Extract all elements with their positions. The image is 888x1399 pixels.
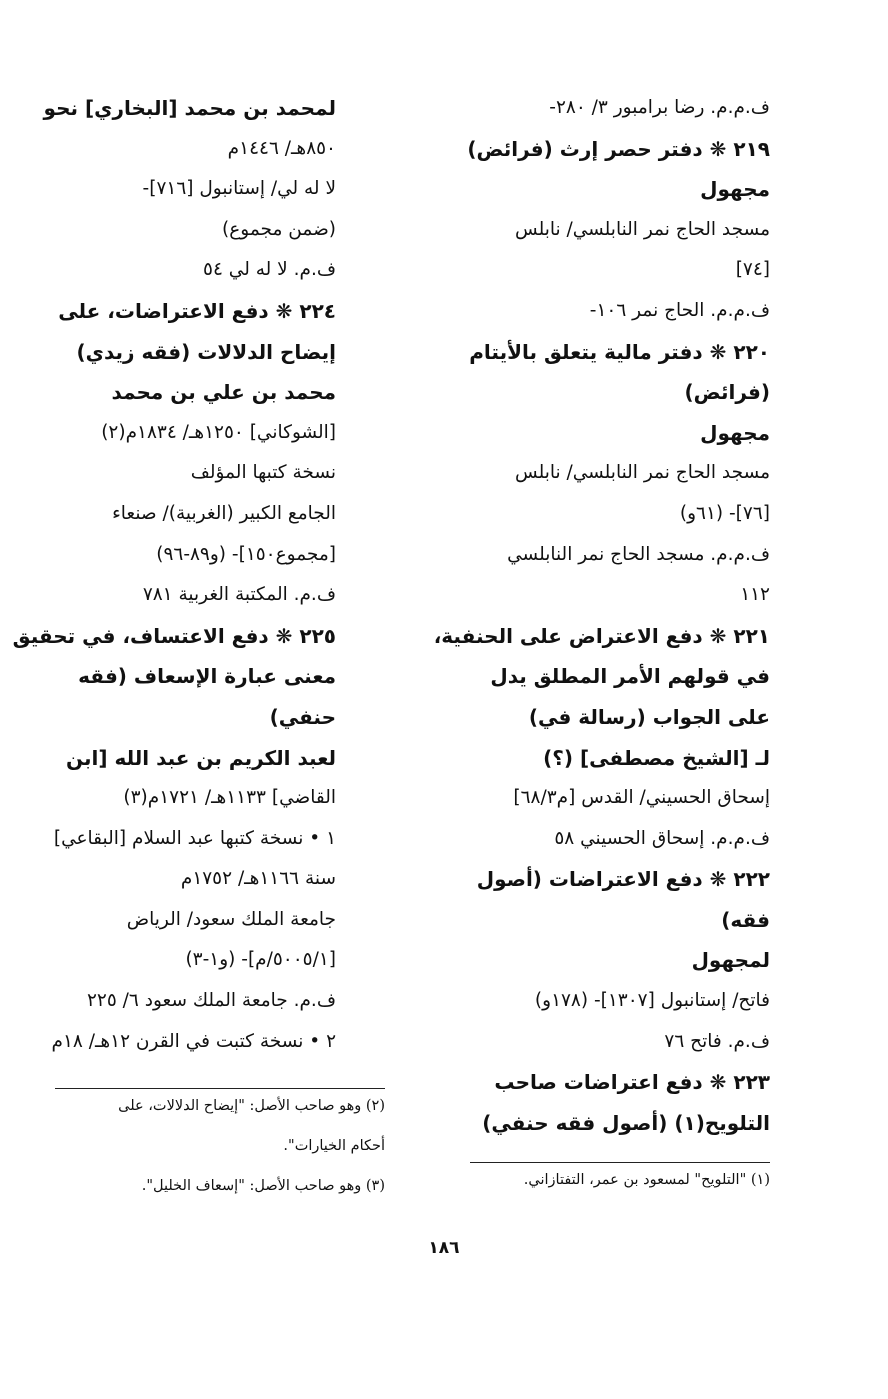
text-line: [٧٤] [735, 259, 770, 281]
text-line: حنفي) [269, 704, 336, 729]
text-line: لمحمد بن محمد [البخاري] نحو [43, 96, 336, 120]
text-line: ف.م. فاتح ٧٦ [664, 1030, 770, 1052]
footnote-rule-right [470, 1162, 770, 1163]
text-line: معنى عبارة الإسعاف (فقه [78, 664, 336, 689]
text-line: مجهول [700, 420, 770, 445]
text-line: ف.م. لا له لي ٥٤ [203, 259, 336, 281]
text-line: ف.م. جامعة الملك سعود ٦/ ٢٢٥ [86, 990, 336, 1012]
text-line: جامعة الملك سعود/ الرياض [126, 908, 336, 930]
text-line: لا له لي/ إستانبول [٧١٦]- [142, 178, 336, 200]
text-line: القاضي] ١١٣٣هـ/ ١٧٢١م(٣) [123, 787, 336, 809]
footnote-line: (٣) وهو صاحب الأصل: "إسعاف الخليل". [141, 1178, 385, 1194]
right-column [433, 88, 770, 1143]
text-line: مجهول [700, 177, 770, 202]
text-line: [٥٠٠٥/١/م]- (و١-٣) [185, 949, 336, 971]
text-line: سنة ١١٦٦هـ/ ١٧٥٢م [180, 868, 336, 890]
footnote-line: (٢) وهو صاحب الأصل: "إيضاح الدلالات، على [118, 1098, 385, 1114]
text-line: مسجد الحاج نمر النابلسي/ نابلس [514, 462, 770, 484]
footnote-line: (١) "التلويح" لمسعود بن عمر، التفتازاني. [523, 1172, 770, 1188]
text-line: ف.م.م. رضا برامبور ٣/ ٢٨٠- [549, 97, 770, 118]
text-line: ٢٢٢ ❋ دفع الاعتراضات (أصول [476, 867, 770, 892]
text-line: ٢٢٣ ❋ دفع اعتراضات صاحب [494, 1070, 770, 1095]
text-line: ١ • نسخة كتبها عبد السلام [البقاعي] [53, 827, 336, 849]
text-line: إيضاح الدلالات (فقه زيدي) [76, 339, 336, 364]
text-line: محمد بن علي بن محمد [111, 380, 336, 405]
footnote-line: أحكام الخيارات". [283, 1138, 385, 1154]
text-line: ف.م.م. الحاج نمر ١٠٦- [589, 299, 770, 321]
text-line: ٢٢٤ ❋ دفع الاعتراضات، على [58, 298, 336, 323]
text-line: ٢٢٥ ❋ دفع الاعتساف، في تحقيق [12, 623, 336, 648]
text-line: على الجواب (رسالة في) [528, 704, 770, 729]
text-line: إسحاق الحسيني/ القدس [م٦٨/٣] [513, 787, 770, 809]
text-line: ٢٢٠ ❋ دفتر مالية يتعلق بالأيتام [469, 339, 770, 364]
footnotes-left [45, 1090, 385, 1210]
text-line: ٢٢١ ❋ دفع الاعتراض على الحنفية، [433, 623, 770, 648]
text-line: [مجموع١٥٠]- (و٨٩-٩٦) [156, 543, 336, 565]
text-line: مسجد الحاج نمر النابلسي/ نابلس [514, 218, 770, 240]
text-line: لمجهول [691, 948, 770, 973]
text-line: لـ [الشيخ مصطفى] (؟) [543, 745, 770, 770]
text-line: ف.م.م. مسجد الحاج نمر النابلسي [507, 543, 770, 565]
text-line: ف.م.م. إسحاق الحسيني ٥٨ [554, 827, 770, 849]
text-line: في قولهم الأمر المطلق يدل [490, 664, 770, 689]
text-line: فقه) [721, 907, 770, 932]
footnotes-right [470, 1164, 770, 1204]
text-line: نسخة كتبها المؤلف [190, 462, 336, 484]
text-line: الجامع الكبير (الغربية)/ صنعاء [112, 502, 336, 524]
left-column [12, 88, 336, 1062]
text-line: ٢ • نسخة كتبت في القرن ١٢هـ/ ١٨م [51, 1030, 336, 1052]
text-line: ٨٥٠هـ/ ١٤٤٦م [227, 137, 336, 159]
text-line: فاتح/ إستانبول [١٣٠٧]- (١٧٨و) [534, 990, 770, 1012]
footnote-rule-left [55, 1088, 385, 1089]
text-line: ١١٢ [740, 584, 770, 606]
page-number: ١٨٦ [428, 1238, 460, 1258]
text-line: (فرائض) [684, 380, 770, 405]
text-line: [الشوكاني] ١٢٥٠هـ/ ١٨٣٤م(٢) [101, 421, 336, 443]
text-line: (ضمن مجموع) [222, 218, 336, 240]
text-line: لعبد الكريم بن عبد الله [ابن [65, 745, 336, 770]
text-line: ف.م. المكتبة الغربية ٧٨١ [142, 584, 336, 606]
text-line: التلويح(١) (أصول فقه حنفي) [482, 1110, 770, 1135]
text-line: [٧٦]- (٦١و) [679, 502, 770, 524]
text-line: ٢١٩ ❋ دفتر حصر إرث (فرائض) [467, 136, 770, 161]
